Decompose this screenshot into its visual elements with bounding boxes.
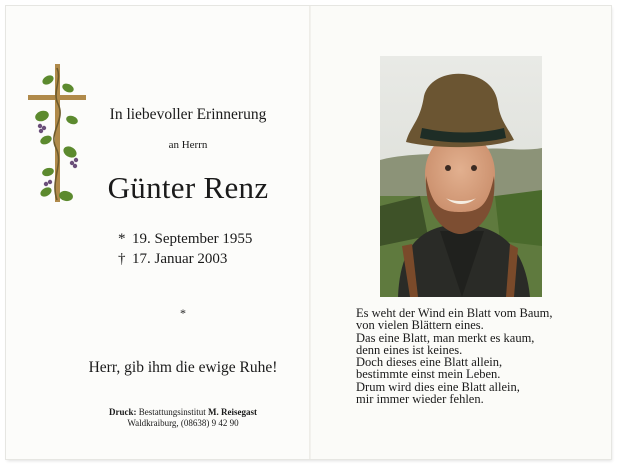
printer-label: Druck: xyxy=(108,407,137,417)
poem-line: bestimmte einst mein Leben. xyxy=(356,367,501,382)
poem-line: mir immer wieder fehlen. xyxy=(356,392,484,407)
printer-line-1 xyxy=(0,407,366,418)
death-line xyxy=(118,249,288,269)
grapevine-cross-icon xyxy=(26,60,88,206)
death-cross-icon: † xyxy=(118,251,126,267)
poem-line: Drum wird dies eine Blatt allein, xyxy=(356,379,520,394)
prayer-text: Herr, gib ihm die ewige Ruhe! xyxy=(88,359,278,376)
poem xyxy=(356,307,606,405)
death-date: 17. Januar 2003 xyxy=(132,251,228,267)
card-fold xyxy=(309,6,311,459)
deceased-name: Günter Renz xyxy=(107,170,269,205)
poem-line: Das eine Blatt, man merkt es kaum, xyxy=(356,330,535,345)
birth-line xyxy=(118,229,288,249)
birth-star-icon: * xyxy=(118,231,126,247)
printer-institute: Bestattungsinstitut xyxy=(138,407,206,417)
birth-date: 19. September 1955 xyxy=(132,231,253,247)
poem-line: Es weht der Wind ein Blatt vom Baum, xyxy=(356,306,553,320)
portrait-photo xyxy=(380,56,542,297)
poem-line: Doch dieses eine Blatt allein, xyxy=(356,355,503,370)
printer-company: M. Reisegast xyxy=(208,407,257,417)
star-separator: * xyxy=(180,306,186,320)
poem-line: denn eines ist keines. xyxy=(356,342,463,357)
printer-address: Waldkraiburg, (08638) 9 42 90 xyxy=(127,418,239,428)
poem-line: von vielen Blättern eines. xyxy=(356,318,484,333)
life-dates xyxy=(118,229,288,269)
card-heading: In liebevoller Erinnerung xyxy=(109,106,267,123)
printer-info xyxy=(0,407,366,429)
salutation: an Herrn xyxy=(168,139,208,151)
